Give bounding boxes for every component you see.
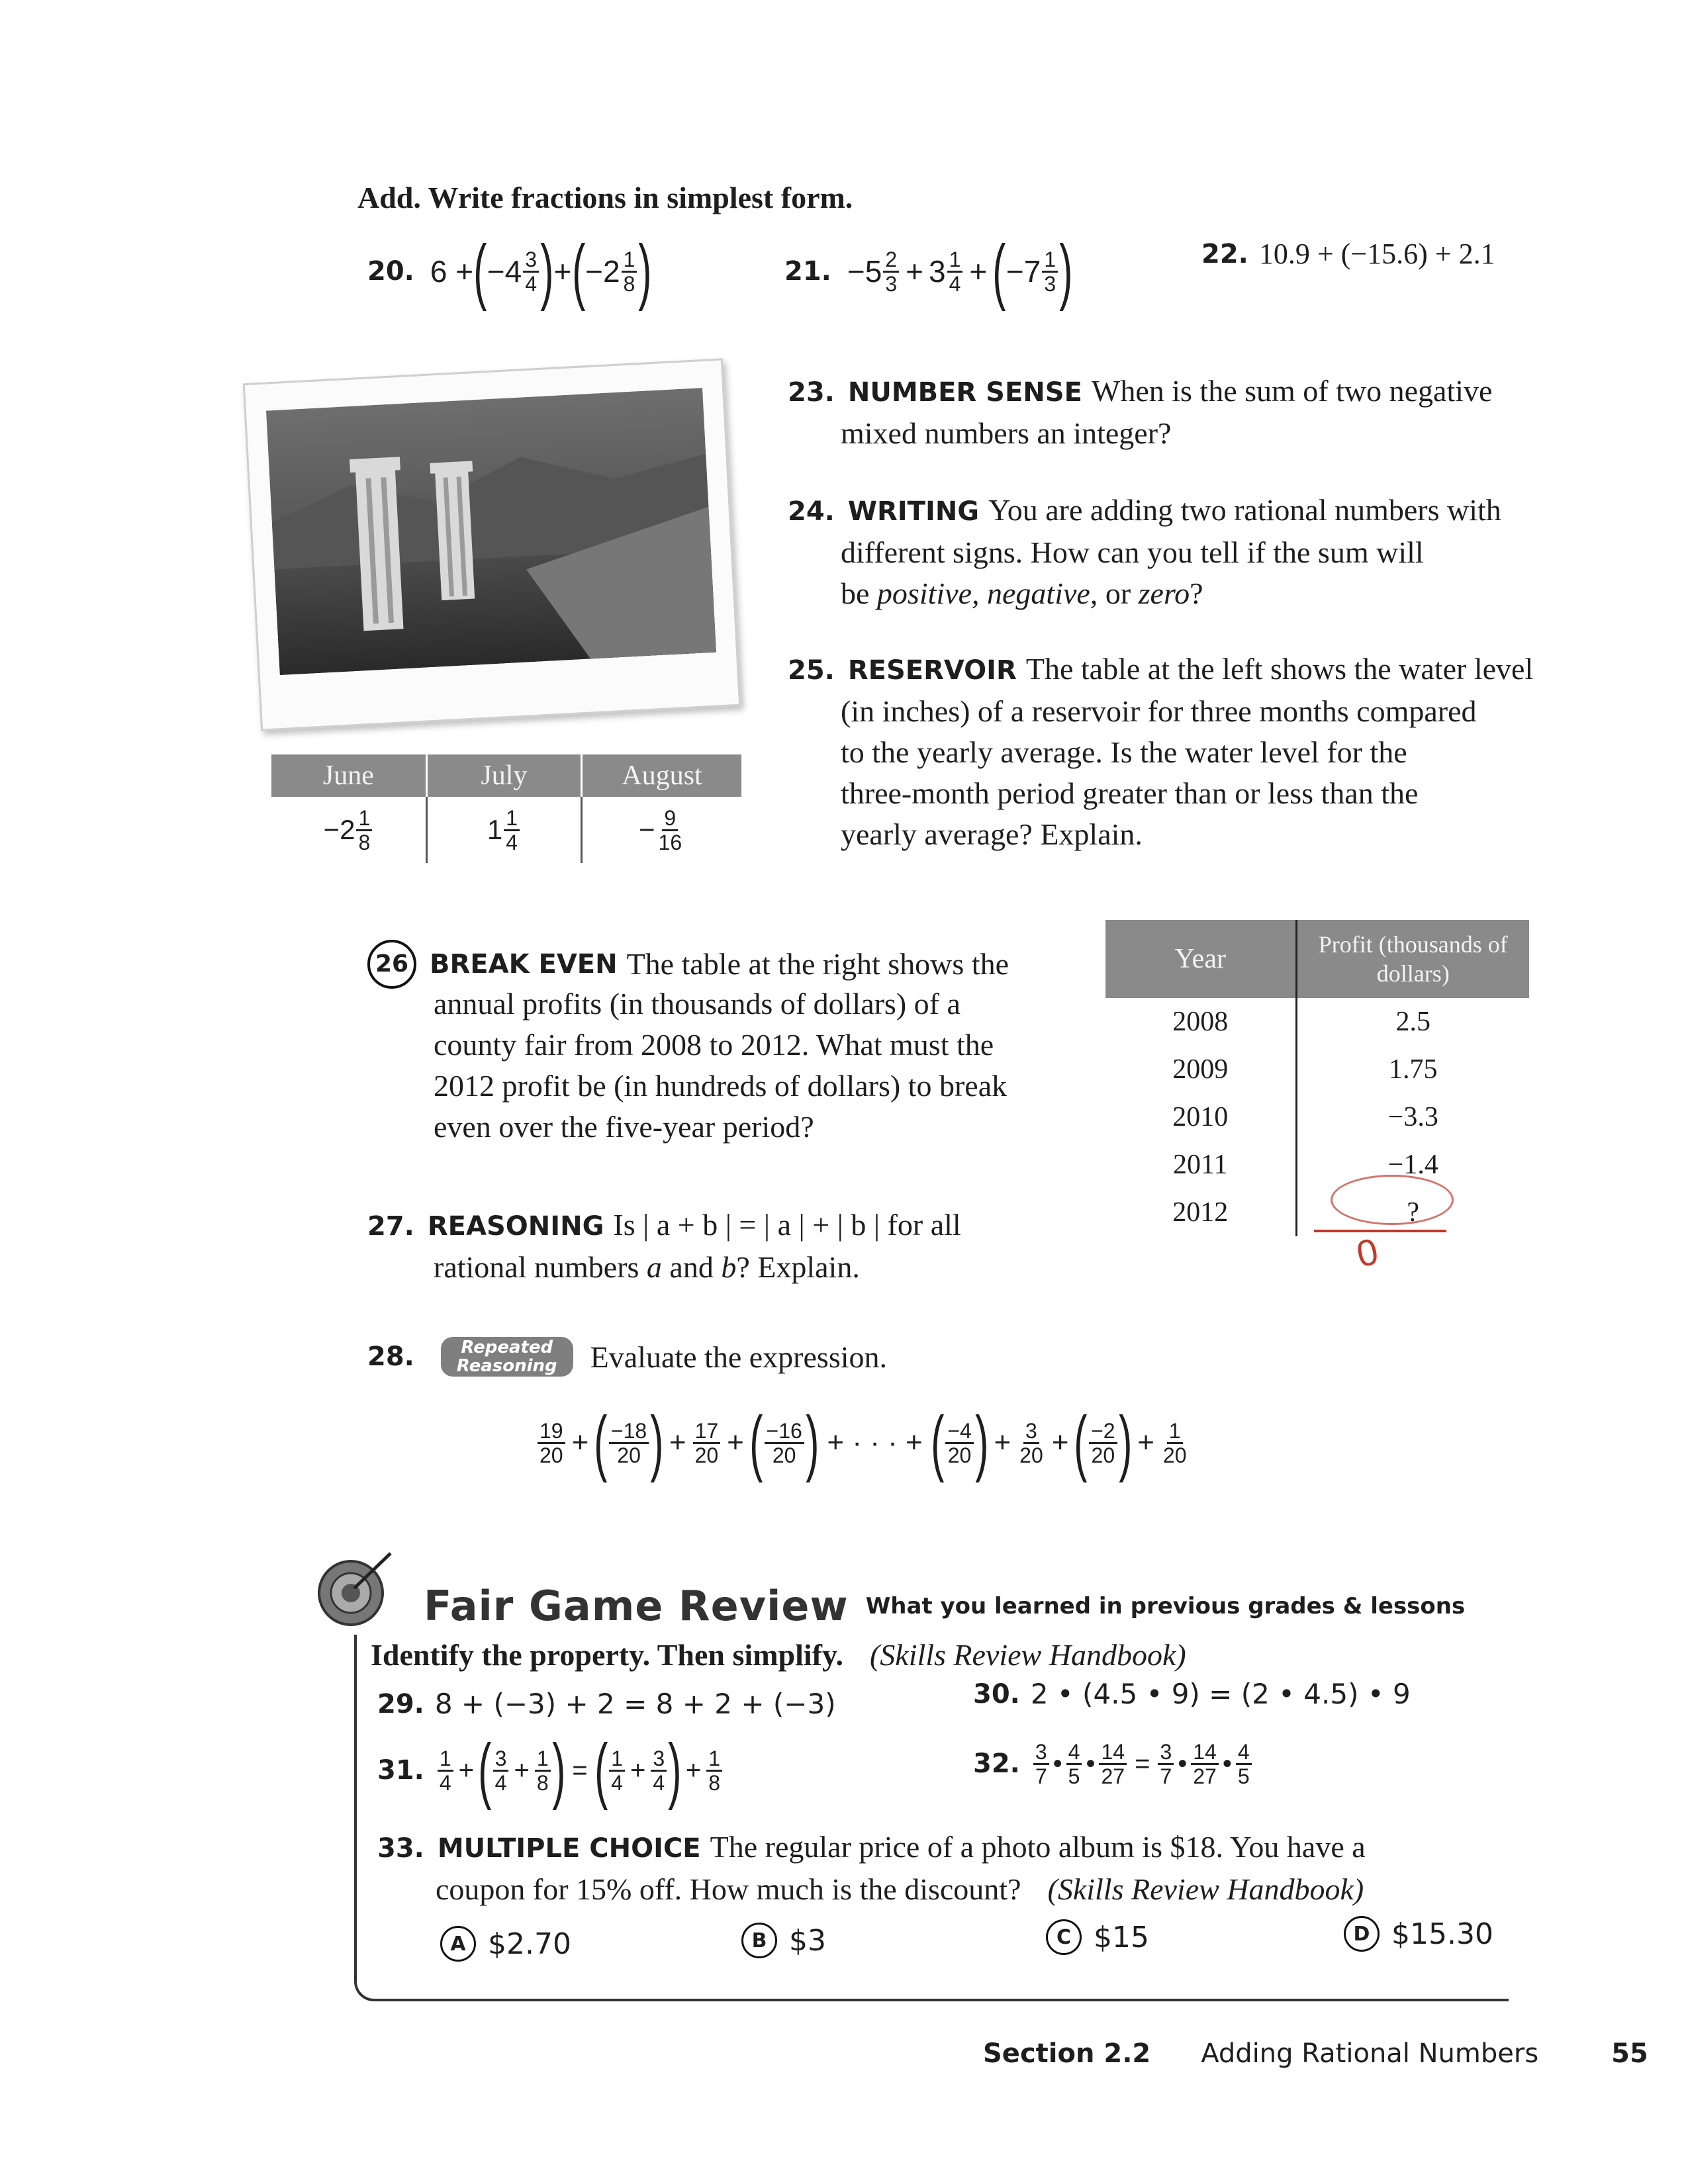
numerator: −4	[945, 1420, 973, 1444]
instruction-add: Add. Write fractions in simplest form.	[357, 181, 853, 214]
year-cell: 2011	[1173, 1150, 1228, 1180]
review-instruction	[371, 1635, 1186, 1676]
fraction	[947, 248, 963, 295]
header-august: August	[582, 754, 741, 797]
page-footer	[983, 2038, 1648, 2069]
fraction	[1066, 1741, 1082, 1788]
fraction	[693, 1420, 721, 1467]
denominator: 8	[708, 1770, 720, 1795]
expression: 2 • (4.5 • 9) = (2 • 4.5) • 9	[1030, 1678, 1411, 1710]
choice-d[interactable]	[1344, 1916, 1493, 1952]
pencil-underline	[1314, 1230, 1446, 1232]
choice-text: $15	[1094, 1920, 1149, 1954]
denominator: 4	[506, 830, 518, 854]
denominator: 20	[1091, 1443, 1115, 1467]
problem-label: NUMBER SENSE	[847, 377, 1082, 408]
fraction	[535, 1747, 551, 1794]
sign: −	[323, 814, 340, 845]
fraction	[1033, 1741, 1049, 1788]
denominator: 27	[1101, 1764, 1125, 1788]
problem-number: 29.	[377, 1688, 424, 1719]
footer-section: Section 2.2	[983, 2038, 1151, 2069]
problem-28-expression	[536, 1396, 1190, 1489]
whole: 3	[928, 254, 946, 289]
problem-22	[1201, 237, 1495, 271]
numerator: 1	[504, 807, 520, 831]
denominator: 20	[617, 1443, 641, 1467]
whole: 1	[487, 814, 503, 845]
reservoir-towers-image	[266, 388, 716, 675]
paren-right: )	[650, 1402, 664, 1483]
problem-text: three-month period greater than or less than the	[841, 776, 1419, 810]
problem-text: yearly average? Explain.	[841, 817, 1143, 851]
denominator: 5	[1237, 1764, 1250, 1788]
whole: −5	[847, 254, 882, 289]
profit-cell: −1.4	[1296, 1141, 1529, 1189]
fraction	[1191, 1741, 1219, 1788]
problem-20: 20. 6 + ( −4 $\frac{3}{4}$ ) + ( −2 $\frac{1}{8}$ )	[367, 230, 652, 312]
numerator: 1	[1167, 1420, 1183, 1444]
numerator: 4	[1236, 1741, 1252, 1765]
problem-text: mixed numbers an integer?	[841, 416, 1172, 450]
paren-right: )	[975, 1402, 989, 1483]
problem-text: coupon for 15% off. How much is the discount?	[436, 1872, 1021, 1906]
problem-text-italic: positive, negative,	[876, 576, 1098, 610]
problem-text: even over the five-year period?	[434, 1110, 814, 1144]
header-july: July	[426, 754, 581, 797]
denominator: 20	[947, 1443, 972, 1467]
header-june: June	[271, 754, 426, 797]
numerator: 2	[883, 248, 899, 273]
instruction-text: Identify the property. Then simplify.	[371, 1638, 843, 1672]
numerator: 3	[1023, 1420, 1039, 1444]
problem-text: or	[1098, 576, 1139, 610]
denominator: 5	[1068, 1764, 1080, 1788]
denominator: 27	[1193, 1764, 1217, 1788]
denominator: 4	[525, 271, 537, 296]
problem-label: REASONING	[427, 1211, 604, 1242]
profit-cell: ?	[1296, 1189, 1529, 1236]
review-subtitle: What you learned in previous grades & lessons	[865, 1592, 1466, 1619]
problem-text: The regular price of a photo album is $18. You have a	[710, 1830, 1366, 1864]
numerator: −18	[609, 1420, 649, 1444]
fraction	[1089, 1420, 1117, 1467]
problem-text: You are adding two rational numbers with	[988, 493, 1501, 527]
footer-title: Adding Rational Numbers	[1201, 2038, 1539, 2069]
fraction	[883, 248, 899, 295]
numerator: 17	[693, 1420, 721, 1444]
fraction	[493, 1747, 509, 1794]
paren-right: )	[806, 1402, 820, 1483]
paren-left: (	[1074, 1402, 1088, 1483]
problem-text: (in inches) of a reservoir for three months compared	[841, 694, 1477, 728]
problem-text: different signs. How can you tell if the sum will	[841, 535, 1424, 569]
denominator: 4	[949, 271, 961, 296]
numerator: 1	[947, 248, 963, 273]
handbook-reference: (Skills Review Handbook)	[869, 1638, 1186, 1672]
numerator: 14	[1191, 1741, 1219, 1765]
numerator: 19	[538, 1420, 565, 1444]
cell-june	[271, 797, 426, 863]
fraction	[504, 807, 520, 854]
problem-23	[788, 371, 1549, 454]
numerator: 1	[535, 1747, 551, 1772]
problem-label: WRITING	[847, 496, 980, 527]
problem-text: and	[661, 1250, 722, 1284]
numerator: 9	[662, 807, 678, 831]
choice-letter: B	[741, 1923, 777, 1958]
numerator: 3	[493, 1747, 509, 1772]
problem-number: 27.	[367, 1211, 414, 1242]
reservoir-table	[271, 754, 741, 863]
target-dart-icon	[314, 1552, 394, 1631]
fraction	[609, 1747, 625, 1794]
operator: +	[553, 254, 572, 289]
operator: +	[571, 1426, 589, 1459]
year-cell: 2012	[1172, 1197, 1229, 1228]
problem-text-italic: zero	[1138, 576, 1190, 610]
handbook-reference: (Skills Review Handbook)	[1047, 1872, 1364, 1906]
operator: +	[1051, 1426, 1069, 1459]
problem-text: ? Explain.	[736, 1250, 860, 1284]
denominator: 20	[694, 1443, 719, 1467]
problem-number: 24.	[788, 496, 835, 527]
expression: 8 + (−3) + 2 = 8 + 2 + (−3)	[434, 1688, 836, 1720]
numerator: −16	[765, 1420, 804, 1444]
badge-line: Repeated	[461, 1338, 553, 1357]
problem-number: 22.	[1201, 238, 1248, 269]
problem-number: 23.	[788, 377, 835, 408]
handwritten-answer: 0	[1352, 1230, 1382, 1275]
circled-problem-number: 26	[367, 940, 416, 989]
fraction	[657, 807, 684, 854]
denominator: 7	[1035, 1764, 1047, 1788]
numerator: 1	[356, 807, 372, 831]
problem-number: 20.	[367, 256, 414, 287]
denominator: 3	[885, 271, 898, 296]
problem-30	[973, 1678, 1411, 1710]
problem-text: ?	[1190, 576, 1203, 610]
problem-text: Evaluate the expression.	[590, 1340, 887, 1374]
problem-text: to the yearly average. Is the water level for the	[841, 735, 1407, 769]
problem-number: 32.	[973, 1749, 1020, 1779]
denominator: 8	[623, 271, 635, 296]
operator: +	[669, 1426, 686, 1459]
fraction	[1236, 1741, 1252, 1788]
denominator: 3	[1044, 271, 1056, 296]
operator: +	[969, 254, 988, 289]
denominator: 20	[1019, 1443, 1043, 1467]
numerator: 1	[1042, 248, 1058, 273]
denominator: 4	[611, 1770, 624, 1795]
repeated-reasoning-badge	[441, 1337, 573, 1377]
fraction	[1017, 1420, 1045, 1467]
problem-number: 31.	[377, 1755, 424, 1786]
paren-left: (	[749, 1402, 763, 1483]
profit-table	[1105, 920, 1529, 1236]
header-year: Year	[1105, 920, 1296, 998]
numerator: 1	[622, 248, 637, 273]
problem-text: Is | a + b | = | a | + | b | for all	[613, 1208, 961, 1242]
badge-line: Reasoning	[456, 1356, 557, 1376]
denominator: 20	[772, 1443, 796, 1467]
problem-text: The table at the right shows the	[626, 947, 1009, 981]
denominator: 8	[358, 830, 371, 854]
problem-number: 33.	[377, 1833, 424, 1864]
problem-21: 21. −5 $\frac{2}{3}$ + 3 $\frac{1}{4}$ + ( −7 $\frac{1}{3}$ )	[784, 230, 1073, 312]
variable: b	[721, 1250, 737, 1284]
operator: +	[1137, 1426, 1154, 1459]
denominator: 20	[539, 1443, 563, 1467]
problem-26	[367, 940, 1082, 1148]
problem-label: RESERVOIR	[847, 655, 1017, 686]
problem-number: 21.	[784, 256, 831, 287]
fraction	[356, 807, 372, 854]
numerator: 14	[1099, 1741, 1127, 1765]
cell-august	[582, 797, 741, 863]
whole: −2	[585, 254, 620, 289]
operator: +	[994, 1426, 1011, 1459]
expression: 10.9 + (−15.6) + 2.1	[1258, 238, 1495, 270]
profit-cell: 1.75	[1296, 1046, 1529, 1093]
problem-28-header	[367, 1337, 887, 1377]
reservoir-photo	[243, 358, 741, 731]
problem-number: 30.	[973, 1678, 1020, 1709]
denominator: 20	[1162, 1443, 1187, 1467]
fraction	[1161, 1420, 1189, 1467]
problem-32: 32. $\frac{3}{7}$ • $\frac{4}{5}$ • $\frac{14}{27}$ = $\frac{3}{7}$ • $\frac{14}{27}$ • $\frac{4}{5}$	[973, 1721, 1253, 1807]
operator: +	[906, 254, 923, 289]
paren-left: (	[594, 1402, 608, 1483]
problem-text: rational numbers	[434, 1250, 647, 1284]
review-logo	[314, 1552, 394, 1631]
numerator: 3	[1158, 1741, 1174, 1765]
choice-letter: A	[440, 1926, 476, 1962]
profit-cell: −3.3	[1296, 1093, 1529, 1141]
choice-letter: D	[1344, 1916, 1380, 1952]
numerator: 3	[523, 248, 539, 273]
whole: 2	[340, 814, 355, 845]
problem-text: When is the sum of two negative	[1091, 374, 1493, 408]
problem-31: 31. $\frac{1}{4}$ + ( $\frac{3}{4}$ + $\frac{1}{8}$ ) = ( $\frac{1}{4}$ + $\frac{3}{4}$ ) + $\frac{1}{8}$	[377, 1727, 724, 1813]
fraction	[1099, 1741, 1127, 1788]
denominator: 8	[536, 1770, 549, 1795]
ellipsis: + · · · +	[827, 1426, 923, 1459]
fraction	[765, 1420, 804, 1467]
fraction	[1158, 1741, 1174, 1788]
problem-number: 25.	[788, 655, 835, 686]
review-title: Fair Game Review	[424, 1582, 849, 1630]
problem-number: 28.	[367, 1342, 414, 1372]
problem-text: 2012 profit be (in hundreds of dollars) to break	[434, 1069, 1008, 1103]
denominator: 16	[658, 830, 682, 854]
numerator: 3	[651, 1747, 667, 1772]
problem-label: MULTIPLE CHOICE	[437, 1833, 701, 1864]
whole: −7	[1006, 254, 1041, 289]
cell-july	[426, 797, 581, 863]
choice-text: $3	[789, 1923, 826, 1958]
operator: +	[727, 1426, 744, 1459]
problem-25	[788, 649, 1582, 855]
choice-letter: C	[1046, 1919, 1082, 1955]
choice-b[interactable]	[741, 1923, 826, 1958]
year-cell: 2010	[1172, 1102, 1229, 1132]
numerator: 1	[609, 1747, 625, 1772]
choice-c[interactable]	[1046, 1919, 1149, 1955]
denominator: 4	[653, 1770, 665, 1795]
denominator: 7	[1160, 1764, 1172, 1788]
fraction	[651, 1747, 667, 1794]
paren-left: (	[930, 1402, 945, 1483]
choice-text: $2.70	[488, 1927, 571, 1961]
problem-text: county fair from 2008 to 2012. What must the	[434, 1028, 994, 1062]
paren-right: )	[1118, 1402, 1132, 1483]
fraction	[945, 1420, 973, 1467]
page-number: 55	[1611, 2038, 1648, 2069]
fraction	[1042, 248, 1058, 295]
whole: −4	[487, 254, 522, 289]
term: 6 +	[430, 254, 474, 289]
numerator: 1	[438, 1747, 453, 1772]
numerator: −2	[1089, 1420, 1117, 1444]
problem-33	[377, 1827, 1503, 1910]
profit-cell: 2.5	[1296, 998, 1529, 1046]
pencil-circle-mark	[1331, 1175, 1454, 1225]
problem-label: BREAK EVEN	[430, 949, 618, 979]
fraction	[438, 1747, 453, 1794]
choice-a[interactable]	[440, 1926, 571, 1962]
year-cell: 2009	[1172, 1054, 1229, 1085]
problem-text: The table at the left shows the water level	[1025, 652, 1534, 686]
fraction	[622, 248, 637, 295]
fraction	[523, 248, 539, 295]
numerator: 3	[1033, 1741, 1049, 1765]
year-cell: 2008	[1172, 1007, 1229, 1037]
sign: −	[638, 814, 655, 845]
denominator: 4	[494, 1770, 507, 1795]
denominator: 4	[439, 1770, 451, 1795]
review-heading	[424, 1582, 1465, 1630]
problem-29	[377, 1688, 836, 1720]
fraction	[538, 1420, 565, 1467]
problem-text: be	[841, 576, 877, 610]
variable: a	[646, 1250, 662, 1284]
numerator: 4	[1066, 1741, 1082, 1765]
choice-text: $15.30	[1391, 1917, 1493, 1951]
fraction	[706, 1747, 722, 1794]
problem-27	[367, 1205, 1096, 1288]
problem-24	[788, 490, 1549, 614]
fraction	[609, 1420, 649, 1467]
problem-text: annual profits (in thousands of dollars) of a	[434, 987, 961, 1021]
numerator: 1	[706, 1747, 722, 1772]
header-profit: Profit (thousands of dollars)	[1296, 920, 1529, 998]
